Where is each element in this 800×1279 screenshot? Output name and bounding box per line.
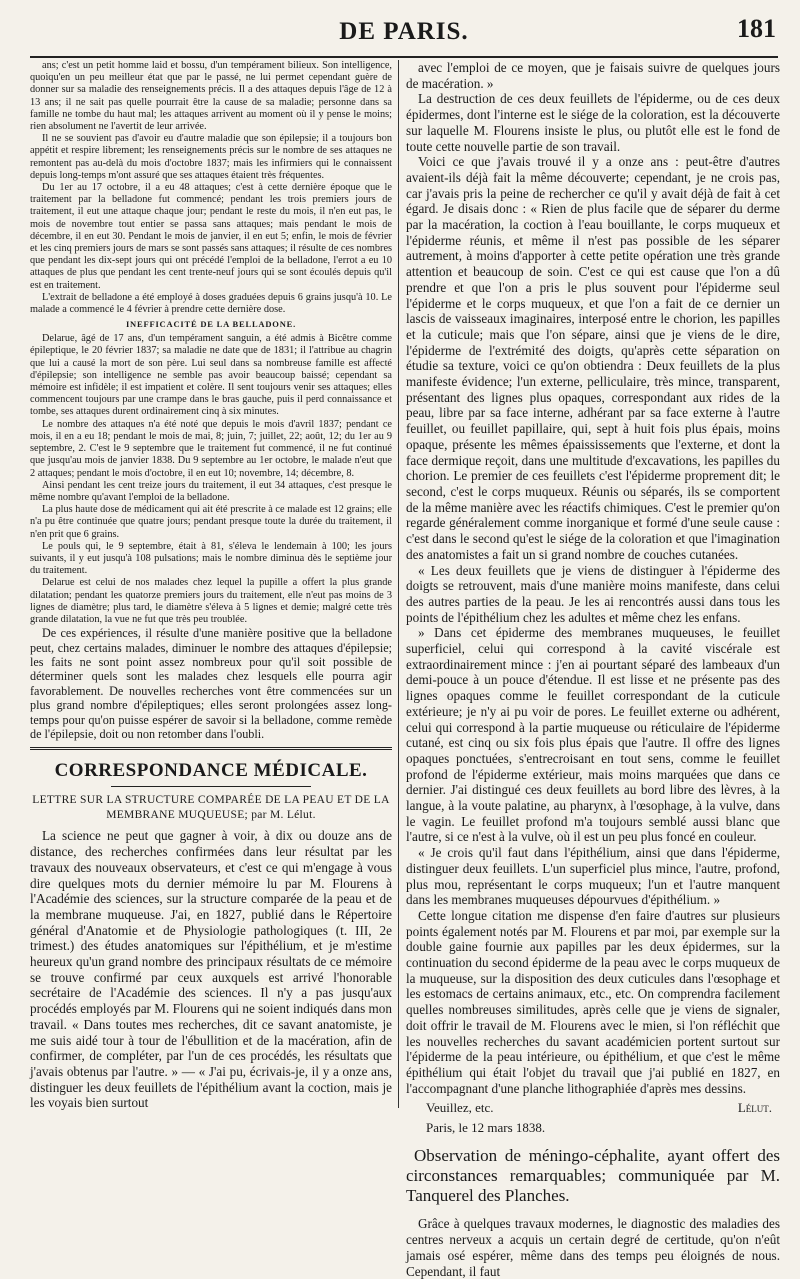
- observation-title: Observation de méningo-céphalite, ayant offert des circonstances remarquables; communiquée par M. Tanquerel des Planches.: [406, 1146, 780, 1206]
- header-rule: [30, 56, 778, 58]
- paragraph: » Dans cet épiderme des membranes muqueuses, le feuillet superficiel, celui qui correspond à la cavité viscérale est extraordinairement mince : j'en ai pourtant séparé des lambeaux d'un demi-pouce à un pouce d'étendue. Il est lisse et ne présente pas des lignes opaques comme le feuillet correspondant de la cuticule extérieure; je n'y ai pu voir de pores. Le feuillet externe ou adhérent, celui qui correspond à la partie muqueuse ou réticulaire de l'épiderme cutané, est cinq ou six fois plus épais que l'autre. Il offre des lignes opaques ponctuées, s'entrecroisant en tout sens, comme le feuillet profond de l'épiderme extérieur, mais moins marquées que dans ce dernier. J'ai distingué ces deux feuillets au bord libre des lèvres, à la langue, à la voute palatine, au pharynx, à l'œsophage, à la vulve, dans le vagin. Le feuillet profond m'a toujours semblé aussi blanc que l'autre, si ce n'est à la vulve, où il est un peu plus foncé en couleur.: [406, 625, 780, 845]
- paragraph: Delarue, âgé de 17 ans, d'un tempérament sanguin, a été admis à Bicêtre comme épileptique, le 20 février 1837; sa maladie ne date que de 1831; il l'attribue au chagrin que lui a causé la mort de son père. Lui seul dans sa nombreuse famille est affecté d'épilepsie; son intelligence ne semble pas avoir beaucoup baissé; cependant sa mémoire est infidèle; il est impatient et colère. Il sent toujours venir ses attaques; elles commencent toujours par une crampe dans le bras gauche, puis il perd connaissance et tombe, ses attaques durent ordinairement cinq à six minutes.: [30, 333, 392, 418]
- conclusion-paragraph: De ces expériences, il résulte d'une manière positive que la belladone peut, chez certains malades, diminuer le nombre des attaques d'épilepsie; les faits ne sont point assez nombreux pour qu'il soit possible de déterminer quels sont les malades chez lesquels elle pourra agir favorablement. De nouvelles recherches vont être commencées sur un plus grand nombre d'épileptiques; elles seront prolongées assez long-temps pour qu'on puisse espérer de savoir si la belladone, comme remède de l'épilepsie, doit ou non retomber dans l'oubli.: [30, 626, 392, 741]
- column-divider: [398, 60, 399, 1108]
- paragraph: Ainsi pendant les cent treize jours du traitement, il eut 34 attaques, c'est presque le même nombre qu'avant l'emploi de la belladone.: [30, 479, 392, 503]
- letter-body: [30, 828, 392, 1111]
- right-column: [406, 60, 780, 1279]
- conclusion: [30, 626, 392, 741]
- paragraph: La science ne peut que gagner à voir, à dix ou douze ans de distance, des recherches confirmées dans leur résultat par les travaux des nouveaux observateurs, et c'est ce qui m'engage à vous dire quelques mots du dernier mémoire lu par M. Flourens à l'Académie des sciences, sur la structure comparée de la peau et de la membrane muqueuse. J'ai, en 1827, publié dans le Répertoire général d'Anatomie et de Physiologie pathologiques (t. III, 2e trimest.) des études anatomiques sur l'épithélium, et je m'estime heureux qu'un grand nombre des principaux résultats de ce mémoire se trouve confirmé par ceux auxquels est arrivé l'honorable secrétaire de l'Académie des sciences. Il n'y a pas jusqu'aux procédés employés par M. Flourens qui ne soient indiqués dans mon travail. « Dans toutes mes recherches, dit ce savant anatomiste, je me suis aidé tour à tour de l'ébullition et de la macération, afin de confirmer, de compléter, par l'un de ces procédés, les résultats que j'avais obtenus par l'autre. » — « J'ai pu, écrivais-je, il y a onze ans, distinguer les deux feuillets de l'épithélium avant la coction, mais je les voyais bien surtout: [30, 828, 392, 1111]
- paragraph: Le pouls qui, le 9 septembre, était à 81, s'éleva le lendemain à 100; les jours suivants, il y eut jusqu'à 108 pulsations; mais le nombre diminua dès le septième jour du traitement.: [30, 540, 392, 577]
- subheading: INEFFICACITÉ DE LA BELLADONE.: [125, 319, 297, 330]
- paragraph: Cette longue citation me dispense d'en faire d'autres sur plusieurs points également notés par M. Flourens et par moi, par exemple sur la double gaine fournie aux papilles par les deux épidermes, sur la continuation du second épiderme de la peau avec le corps muqueux de la muqueuse, sur la disposition des deux cuticules dans l'œsophage et les estomacs de certains animaux, etc., etc. On comprendra facilement quelles nombreuses similitudes, après celle que je viens de signaler, doit offrir le travail de M. Flourens avec le mien, si l'on réfléchit que les nouvelles recherches du savant académicien portent surtout sur l'épiderme de la peau intérieure, ou épithélium, et que c'est le même épithélium qui était l'objet du travail que j'ai publié en 1827, en l'accompagnant d'une planche lithographiée d'après mes dessins.: [406, 907, 780, 1096]
- running-title: DE PARIS.: [339, 18, 469, 45]
- paragraph: avec l'emploi de ce moyen, que je faisais suivre de quelques jours de macération. »: [406, 60, 780, 91]
- paragraph: La destruction de ces deux feuillets de l'épiderme, ou de ces deux épidermes, dont l'interne est le siége de la coloration, est la découverte sur laquelle M. Flourens insiste le plus, ou plutôt elle est le fond de toute cette nouvelle partie de son travail.: [406, 91, 780, 154]
- case-report-continuation: [30, 60, 392, 316]
- paragraph: Voici ce que j'avais trouvé il y a onze ans : peut-être d'autres avaient-ils déjà fait la même découverte; cependant, je ne crois pas, car j'avais pris la peine de rechercher ce qu'il y avait déjà de fait à cet égard. Je disais donc : « Rien de plus facile que de séparer du derme par la macération, la coction à l'eau bouillante, le corps muqueux et l'épiderme réunis, et même il n'est pas possible de les séparer autrement, à moins d'apporter à cette petite opération une très grande attention et beaucoup de soin. C'est ce qui est cause que l'on a dû prendre et que l'on a pris le plus souvent pour l'épiderme seul l'épiderme et le corps muqueux, et que l'on a fait de ce dernier un lascis de vaisseaux imaginaires, interposé entre le chorion, les papilles et la cuticule; mais que l'on sépare, ainsi que je viens de le dire, l'épiderme de l'extrémité des doigts, qu'après cette séparation on étudie sa texture, voici ce qu'on obtiendra : Deux feuillets de la plus manifeste évidence; l'un externe, pelliculaire, très mince, transparent, présentant des lignes plus opaques, correspondant aux rides de la peau, libre par sa face interne, adhérant par sa face externe à l'autre feuillet, ou feuillet papillaire, qui, sept à huit fois plus épais, moins opaque, présente les mêmes épaississements que l'externe, et dont la face dermique reçoit, dans une multitude d'excavations, les papilles du chorion. Le premier de ces feuillets c'est l'épiderme proprement dit; le second, c'est le corps muqueux. Réunis ou séparés, ils se comportent de la même manière avec les réactifs chimiques. C'est le premier qu'on regarde généralement comme inorganique et formé d'une seule cause : c'est dans le second qu'est le siége de la coloration et que l'imagination des anatomistes a fait un si grand nombre de couches cutanées.: [406, 154, 780, 562]
- paragraph: ans; c'est un petit homme laid et bossu, d'un tempérament bilieux. Son intelligence, quoiqu'en un peu meilleur état que par le passé, ne lui permet cependant guère de donner sur sa maladie des renseignements précis. Il a des attaques depuis l'âge de 12 à 13 ans; il ne sait pas quelle pourrait être la cause de sa maladie; personne dans sa famille ne tombe du haut mal; les attaques arrivent au moment où il y pense le moins; rien absolument ne l'avertit de leur arrivée.: [30, 60, 392, 133]
- paragraph: « Les deux feuillets que je viens de distinguer à l'épiderme des doigts se retrouvent, mais d'une manière moins manifeste, dans celui des autres parties de la peau. Je les ai rencontrés aussi dans tous les points de l'épithélium chez les adultes et même chez les enfans.: [406, 562, 780, 625]
- page-header: [30, 14, 778, 52]
- paragraph: Le nombre des attaques n'a été noté que depuis le mois d'avril 1837; pendant ce mois, il en a eu 18; pendant le mois de mai, 8; juin, 7; juillet, 22; août, 12; du 1er au 9 septembre, 2. C'est le 9 septembre que le traitement fut commencé, il ne fut continué que jusqu'au mois de janvier 1838. Du 9 septembre au 1er octobre, le malade n'eut que 2 attaques; pendant le mois d'octobre, il en eut 10; novembre, 14; décembre, 8.: [30, 418, 392, 479]
- section-title: CORRESPONDANCE MÉDICALE.: [54, 760, 368, 782]
- letter-title: LETTRE SUR LA STRUCTURE COMPARÉE DE LA PEAU ET DE LA MEMBRANE MUQUEUSE; par M. Lélut.: [32, 794, 390, 821]
- section-title-rule: [111, 786, 311, 787]
- paragraph: « Je crois qu'il faut dans l'épithélium, ainsi que dans l'épiderme, distinguer deux feuillets. L'un superficiel plus mince, l'autre, profond, plus mou, représentant le corps muqueux; l'un et l'autre manquent dans les membranes muqueuses dépourvues d'épithélium. »: [406, 845, 780, 908]
- signature: Lélut.: [737, 1100, 772, 1116]
- case-report-delarue: [30, 333, 392, 626]
- observation-body: [406, 1216, 780, 1279]
- signature-line: [406, 1096, 780, 1118]
- paragraph: La plus haute dose de médicament qui ait été prescrite à ce malade est 12 grains; elle n'a pu être continuée que quatre jours; pendant presque toute la durée du traitement, il n'en prit que 6 grains.: [30, 504, 392, 540]
- paragraph: Du 1er au 17 octobre, il a eu 48 attaques; c'est à cette dernière époque que le traitement par la belladone fut commencé; pendant les trois premiers jours de traitement, il eut une attaque chaque jour; pendant le reste du mois, il n'en eut pas, le mois de novembre tout entier se passa sans attaques; mais pendant le mois de décembre, il en eut 30. Pendant le mois de janvier, il en eut 5; enfin, le mois de février et les cinq premiers jours de mars se sont passés sans attaques; il résulte de ces nombres que pendant les dix-sept jours qui ont précédé l'emploi de la belladone, l'errot a eu 10 attaques de plus que pendant les cent trente-neuf jours qui se sont écoulés depuis qu'il est en traitement.: [30, 182, 393, 291]
- letter-continuation: [406, 60, 780, 1096]
- page-number: 181: [737, 14, 776, 43]
- letter-date: Paris, le 12 mars 1838.: [426, 1120, 546, 1136]
- paragraph: L'extrait de belladone a été employé à doses graduées depuis 6 grains jusqu'à 10. Le malade a commencé le 4 février à prendre cette dernière dose.: [30, 291, 392, 316]
- paragraph: Il ne se souvient pas d'avoir eu d'autre maladie que son épilepsie; il a toujours bon appétit et respire librement; les renseignements précis sur le nombre de ses attaques ne remontent pas au-delà du mois d'octobre 1837; mais les infirmiers qui le connaissent depuis long-temps m'ont assuré que ses attaques étaient très fréquentes.: [30, 133, 392, 181]
- closing: Veuillez, etc.: [426, 1100, 494, 1116]
- paragraph: Grâce à quelques travaux modernes, le diagnostic des maladies des centres nerveux a acquis un certain degré de certitude, qu'on n'eût jamais osé espérer, même dans des temps peu éloignés de nous. Cependant, il faut: [406, 1216, 780, 1279]
- paragraph: Delarue est celui de nos malades chez lequel la pupille a offert la plus grande dilatation; pendant les quatorze premiers jours du traitement, elle n'eut pas moins de 3 lignes de diamètre; plus tard, le diamètre s'éleva à 5 lignes et demie; malgré cette très grande dilatation, la vue ne fut que très peu troublée.: [30, 577, 392, 625]
- left-column: [30, 60, 393, 1111]
- section-rule: [30, 747, 392, 750]
